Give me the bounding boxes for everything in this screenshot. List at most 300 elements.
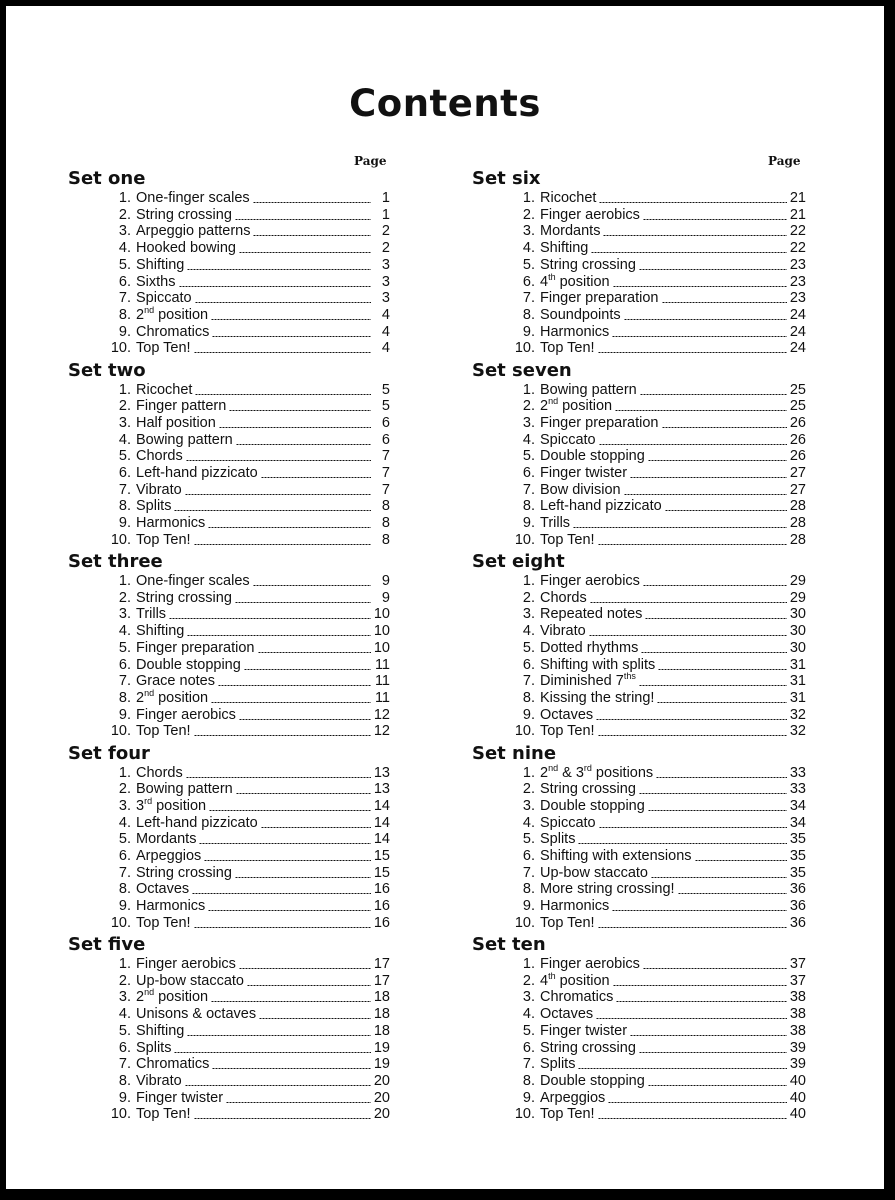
entry-title-text: Top Ten! xyxy=(136,723,191,740)
dot-leader xyxy=(624,494,787,495)
toc-entry xyxy=(472,257,806,274)
entry-number: 9. xyxy=(118,1089,131,1106)
entry-page-number: 36 xyxy=(789,881,806,898)
entry-number: 2. xyxy=(522,589,535,606)
entry-page-number: 7 xyxy=(381,481,390,498)
entry-number: 10. xyxy=(110,1106,131,1123)
entry-number: 1. xyxy=(522,956,535,972)
dot-leader xyxy=(239,719,371,720)
entry-number: 7. xyxy=(118,673,131,690)
dot-leader xyxy=(603,235,786,236)
entry-title-text: Spiccato xyxy=(540,814,596,831)
dot-leader xyxy=(194,544,371,545)
entry-title xyxy=(540,865,651,882)
entry-page-number: 17 xyxy=(373,956,390,972)
toc-entry xyxy=(472,1023,806,1040)
entry-title-text: Finger preparation xyxy=(540,290,659,307)
ordinal-superscript: nd xyxy=(144,305,155,316)
entry-number: 3. xyxy=(118,797,131,814)
dot-leader xyxy=(239,968,371,969)
dot-leader xyxy=(186,777,371,778)
toc-entry xyxy=(472,956,806,973)
dot-leader xyxy=(624,319,787,320)
dot-leader xyxy=(187,269,371,270)
entry-page-number: 10 xyxy=(373,623,390,640)
entry-title-text: Up-bow staccato xyxy=(540,864,648,881)
entry-title-text: position xyxy=(154,306,209,323)
entry-title-text: position xyxy=(154,989,209,1006)
entry-title xyxy=(540,590,590,607)
dot-leader xyxy=(261,827,371,828)
ordinal-superscript: th xyxy=(548,970,556,981)
entry-number: 4. xyxy=(118,1006,131,1023)
entry-page-number: 9 xyxy=(381,589,390,606)
entry-page-number: 10 xyxy=(373,606,390,623)
entry-title xyxy=(136,340,194,357)
toc-entry xyxy=(472,340,806,357)
entry-title xyxy=(540,989,616,1006)
dot-leader xyxy=(235,877,371,878)
toc-entry xyxy=(472,498,806,515)
dot-leader xyxy=(615,410,787,411)
entry-page-number: 30 xyxy=(789,606,806,623)
entry-title xyxy=(136,590,235,607)
entry-number: 1. xyxy=(522,381,535,398)
entry-title-text: Shifting xyxy=(136,256,185,273)
entry-number: 7. xyxy=(118,290,131,307)
entry-title xyxy=(540,415,662,432)
dot-leader xyxy=(244,669,371,670)
dot-leader xyxy=(640,394,787,395)
entry-title-text: Chromatics xyxy=(136,1056,210,1073)
entry-title-text: 4 xyxy=(540,972,549,989)
entry-number: 2. xyxy=(118,206,131,223)
entry-page-number: 35 xyxy=(789,848,806,864)
entry-number: 5. xyxy=(118,1022,131,1039)
toc-entry xyxy=(472,465,806,482)
toc-entry xyxy=(472,723,806,740)
dot-leader xyxy=(212,336,371,337)
entry-title-text: Arpeggio patterns xyxy=(136,223,251,240)
entry-title-text: Top Ten! xyxy=(540,531,595,548)
section-heading: Set nine xyxy=(472,742,557,764)
entry-title xyxy=(136,1040,174,1057)
entry-page-number: 36 xyxy=(789,898,806,915)
dot-leader xyxy=(211,702,371,703)
entry-title xyxy=(136,956,239,973)
entry-number: 9. xyxy=(522,706,535,723)
entry-title-text: position xyxy=(555,972,610,989)
entry-title-text: Spiccato xyxy=(540,431,596,448)
dot-leader xyxy=(578,1068,786,1069)
dot-leader xyxy=(591,252,786,253)
entry-title-text: Hooked bowing xyxy=(136,240,236,257)
toc-entry xyxy=(472,915,806,932)
dot-leader xyxy=(192,893,371,894)
toc-entry xyxy=(68,190,390,207)
toc-entry xyxy=(472,448,806,465)
entry-page-number: 14 xyxy=(373,831,390,848)
entry-title-text: 4 xyxy=(540,273,549,290)
entry-number: 6. xyxy=(118,273,131,290)
entry-title-text: Top Ten! xyxy=(136,1106,191,1123)
toc-entry xyxy=(472,382,806,399)
entry-page-number: 7 xyxy=(381,465,390,481)
toc-entry xyxy=(68,307,390,324)
dot-leader xyxy=(253,202,371,203)
entry-number: 8. xyxy=(522,498,535,515)
entry-title xyxy=(540,290,662,307)
dot-leader xyxy=(204,860,371,861)
entry-title xyxy=(540,657,658,674)
entry-number: 6. xyxy=(118,656,131,673)
dot-leader xyxy=(678,893,787,894)
dot-leader xyxy=(194,1118,371,1119)
entry-title xyxy=(136,573,253,590)
entry-title-text: Left-hand pizzicato xyxy=(136,465,258,481)
entry-title-text: Harmonics xyxy=(540,898,610,915)
entry-page-number: 8 xyxy=(381,531,390,548)
entry-number: 4. xyxy=(118,240,131,257)
entry-title-text: One-finger scales xyxy=(136,190,250,206)
entry-number: 2. xyxy=(118,781,131,798)
entry-title-text: Finger aerobics xyxy=(540,573,640,589)
entry-title-text: Vibrato xyxy=(136,481,182,498)
dot-leader xyxy=(235,219,371,220)
entry-title xyxy=(136,1090,226,1107)
toc-entry xyxy=(68,973,390,990)
entry-page-number: 3 xyxy=(381,273,390,290)
toc-entry xyxy=(472,898,806,915)
entry-title-text: Shifting xyxy=(540,240,589,257)
entry-page-number: 23 xyxy=(789,273,806,290)
entry-title-text: Chords xyxy=(136,448,183,465)
entry-page-number: 22 xyxy=(789,223,806,240)
toc-entry xyxy=(472,623,806,640)
entry-number: 10. xyxy=(110,340,131,357)
entry-title-text: Chords xyxy=(540,589,587,606)
entry-page-number: 32 xyxy=(789,706,806,723)
entry-title xyxy=(136,223,253,240)
entry-title xyxy=(540,340,598,357)
toc-entry xyxy=(68,398,390,415)
entry-number: 7. xyxy=(522,864,535,881)
dot-leader xyxy=(174,510,371,511)
entry-title xyxy=(136,1056,212,1073)
dot-leader xyxy=(598,1118,787,1119)
entry-number: 6. xyxy=(522,273,535,290)
dot-leader xyxy=(578,843,786,844)
dot-leader xyxy=(599,202,786,203)
entry-number: 6. xyxy=(522,465,535,481)
dot-leader xyxy=(261,477,371,478)
toc-entry xyxy=(68,1006,390,1023)
entry-title-text: Finger aerobics xyxy=(136,956,236,972)
entry-title-text: Chromatics xyxy=(540,989,614,1006)
entry-title xyxy=(540,482,624,499)
toc-entry xyxy=(472,881,806,898)
entry-page-number: 30 xyxy=(789,623,806,640)
entry-number: 9. xyxy=(522,323,535,340)
entry-title-text: Bowing pattern xyxy=(136,431,233,448)
dot-leader xyxy=(209,810,371,811)
entry-page-number: 9 xyxy=(381,573,390,589)
entry-title xyxy=(540,673,639,690)
entry-title xyxy=(136,848,204,865)
toc-entry xyxy=(68,573,390,590)
ordinal-superscript: nd xyxy=(548,762,559,773)
entry-page-number: 38 xyxy=(789,1022,806,1039)
dot-leader xyxy=(208,527,371,528)
entry-title xyxy=(540,324,612,341)
entry-number: 1. xyxy=(522,573,535,589)
entry-page-number: 21 xyxy=(789,206,806,223)
entry-page-number: 1 xyxy=(381,190,390,206)
entry-number: 9. xyxy=(118,706,131,723)
dot-leader xyxy=(194,352,371,353)
toc-entry xyxy=(472,432,806,449)
entry-page-number: 16 xyxy=(373,914,390,931)
dot-leader xyxy=(199,843,370,844)
entry-title xyxy=(136,690,211,707)
ordinal-superscript: th xyxy=(548,271,556,282)
dot-leader xyxy=(236,444,371,445)
entry-page-number: 2 xyxy=(381,240,390,257)
dot-leader xyxy=(695,860,787,861)
entry-number: 5. xyxy=(118,639,131,656)
toc-entry xyxy=(472,606,806,623)
entry-page-number: 39 xyxy=(789,1039,806,1056)
dot-leader xyxy=(665,510,787,511)
dot-leader xyxy=(185,1085,371,1086)
entry-title xyxy=(136,1073,185,1090)
entry-number: 5. xyxy=(522,831,535,848)
dot-leader xyxy=(657,702,786,703)
entry-number: 4. xyxy=(522,623,535,640)
entry-number: 4. xyxy=(522,431,535,448)
entry-title-text: Octaves xyxy=(540,706,594,723)
entry-title-text: One-finger scales xyxy=(136,573,250,589)
entry-title-text: Diminished 7 xyxy=(540,673,624,690)
entry-number: 9. xyxy=(118,515,131,532)
toc-entry xyxy=(472,831,806,848)
entry-page-number: 5 xyxy=(381,381,390,398)
entry-title-text: Finger twister xyxy=(136,1089,224,1106)
toc-entry xyxy=(472,970,806,990)
entry-page-number: 19 xyxy=(373,1056,390,1073)
entry-number: 1. xyxy=(522,764,535,781)
entry-page-number: 28 xyxy=(789,531,806,548)
dot-leader xyxy=(596,719,787,720)
entry-title xyxy=(540,815,599,832)
entry-title xyxy=(540,640,641,657)
entry-number: 10. xyxy=(514,914,535,931)
dot-leader xyxy=(194,735,371,736)
entry-number: 10. xyxy=(514,340,535,357)
entry-number: 3. xyxy=(118,223,131,240)
entry-title-text: position xyxy=(558,398,613,415)
entry-title xyxy=(136,798,209,815)
ordinal-superscript: nd xyxy=(144,688,155,699)
entry-title-text: String crossing xyxy=(540,1039,636,1056)
section-heading: Set three xyxy=(68,551,163,572)
entry-number: 9. xyxy=(522,515,535,532)
entry-page-number: 26 xyxy=(789,448,806,465)
dot-leader xyxy=(599,444,787,445)
toc-entry xyxy=(68,673,390,690)
entry-title xyxy=(540,398,615,415)
entry-title-text: Finger preparation xyxy=(540,414,659,431)
dot-leader xyxy=(613,286,787,287)
dot-leader xyxy=(179,286,372,287)
entry-title xyxy=(136,240,239,257)
entry-page-number: 24 xyxy=(789,340,806,357)
entry-title xyxy=(540,271,613,291)
entry-page-number: 15 xyxy=(373,864,390,881)
entry-page-number: 18 xyxy=(373,1022,390,1039)
entry-number: 1. xyxy=(118,573,131,589)
toc-entry xyxy=(472,240,806,257)
dot-leader xyxy=(236,793,371,794)
toc-entry xyxy=(68,498,390,515)
toc-entry xyxy=(472,1056,806,1073)
entry-number: 8. xyxy=(522,689,535,706)
section-heading: Set one xyxy=(68,168,146,189)
toc-entry xyxy=(68,1023,390,1040)
entry-title xyxy=(540,898,612,915)
entry-title-text: position xyxy=(555,273,610,290)
dot-leader xyxy=(643,968,787,969)
entry-title xyxy=(136,398,229,415)
entry-title xyxy=(136,324,212,341)
toc-entry xyxy=(68,432,390,449)
entry-title-text: Ricochet xyxy=(136,381,193,398)
entry-number: 2. xyxy=(522,972,535,989)
entry-title xyxy=(136,1023,187,1040)
toc-entry xyxy=(472,762,806,782)
entry-title-text: Ricochet xyxy=(540,190,597,206)
entry-title-text: Harmonics xyxy=(136,515,206,532)
entry-page-number: 24 xyxy=(789,323,806,340)
dot-leader xyxy=(613,985,787,986)
entry-title xyxy=(540,848,695,865)
entry-title-text: Shifting xyxy=(136,623,185,640)
entry-page-number: 29 xyxy=(789,573,806,589)
entry-page-number: 11 xyxy=(374,656,390,673)
entry-title xyxy=(540,970,613,990)
entry-page-number: 34 xyxy=(789,797,806,814)
entry-number: 1. xyxy=(118,381,131,398)
entry-page-number: 25 xyxy=(789,398,806,415)
entry-page-number: 4 xyxy=(381,340,390,357)
dot-leader xyxy=(599,827,787,828)
entry-title-text: Vibrato xyxy=(136,1072,182,1089)
entry-title xyxy=(540,532,598,549)
entry-title xyxy=(540,1023,630,1040)
entry-page-number: 2 xyxy=(381,223,390,240)
toc-entry xyxy=(472,398,806,415)
entry-title xyxy=(136,865,235,882)
toc-entry xyxy=(68,848,390,865)
toc-entry xyxy=(68,956,390,973)
entry-page-number: 38 xyxy=(789,1006,806,1023)
entry-number: 8. xyxy=(118,498,131,515)
entry-title-text: Mordants xyxy=(136,831,197,848)
entry-title-text: 2 xyxy=(540,398,549,415)
entry-title xyxy=(540,723,598,740)
entry-title-text: String crossing xyxy=(540,256,636,273)
entry-page-number: 8 xyxy=(381,498,390,515)
entry-title-text: 3 xyxy=(136,797,145,814)
toc-entry xyxy=(472,657,806,674)
toc-entry xyxy=(68,707,390,724)
toc-entry xyxy=(68,989,390,1006)
entry-title-text: String crossing xyxy=(136,864,232,881)
dot-leader xyxy=(169,618,371,619)
entry-title-text: Top Ten! xyxy=(136,531,191,548)
entry-title xyxy=(136,532,194,549)
dot-leader xyxy=(247,985,371,986)
page-title: Contents xyxy=(349,82,541,125)
entry-title-text: Soundpoints xyxy=(540,306,621,323)
entry-page-number: 3 xyxy=(381,290,390,307)
entry-number: 6. xyxy=(118,465,131,481)
dot-leader xyxy=(589,635,787,636)
entry-title-text: Harmonics xyxy=(136,898,206,915)
section-heading: Set two xyxy=(68,359,146,381)
dot-leader xyxy=(235,602,371,603)
entry-title-text: Vibrato xyxy=(540,623,586,640)
entry-page-number: 23 xyxy=(789,290,806,307)
entry-title xyxy=(136,915,194,932)
entry-title-text: Double stopping xyxy=(540,448,645,465)
entry-page-number: 14 xyxy=(373,814,390,831)
entry-page-number: 6 xyxy=(381,414,390,431)
entry-title-text: Left-hand pizzicato xyxy=(136,814,258,831)
entry-title-text: More string crossing! xyxy=(540,881,675,898)
toc-entry xyxy=(472,515,806,532)
entry-title xyxy=(540,307,624,324)
toc-entry xyxy=(68,690,390,707)
toc-entry xyxy=(68,448,390,465)
entry-title-text: String crossing xyxy=(136,206,232,223)
entry-title xyxy=(540,465,630,482)
entry-title-text: Top Ten! xyxy=(540,340,595,357)
entry-number: 5. xyxy=(522,639,535,656)
entry-title-text: Top Ten! xyxy=(136,914,191,931)
entry-page-number: 30 xyxy=(789,639,806,656)
entry-title xyxy=(136,498,174,515)
page-column-label: Page xyxy=(768,154,801,168)
toc-entry xyxy=(68,324,390,341)
toc-entry xyxy=(472,848,806,865)
entry-number: 2. xyxy=(522,206,535,223)
entry-title-text: 2 xyxy=(136,689,145,706)
toc-entry xyxy=(68,340,390,357)
entry-title-text: position xyxy=(152,797,207,814)
entry-title-text: Finger preparation xyxy=(136,639,255,656)
entry-number: 3. xyxy=(118,989,131,1006)
entry-number: 4. xyxy=(118,431,131,448)
dot-leader xyxy=(259,1018,371,1019)
toc-entry xyxy=(472,223,806,240)
dot-leader xyxy=(612,910,787,911)
toc-entry xyxy=(68,290,390,307)
entry-number: 6. xyxy=(522,848,535,864)
entry-page-number: 21 xyxy=(789,190,806,206)
entry-title-text: Top Ten! xyxy=(540,723,595,740)
dot-leader xyxy=(596,1018,787,1019)
